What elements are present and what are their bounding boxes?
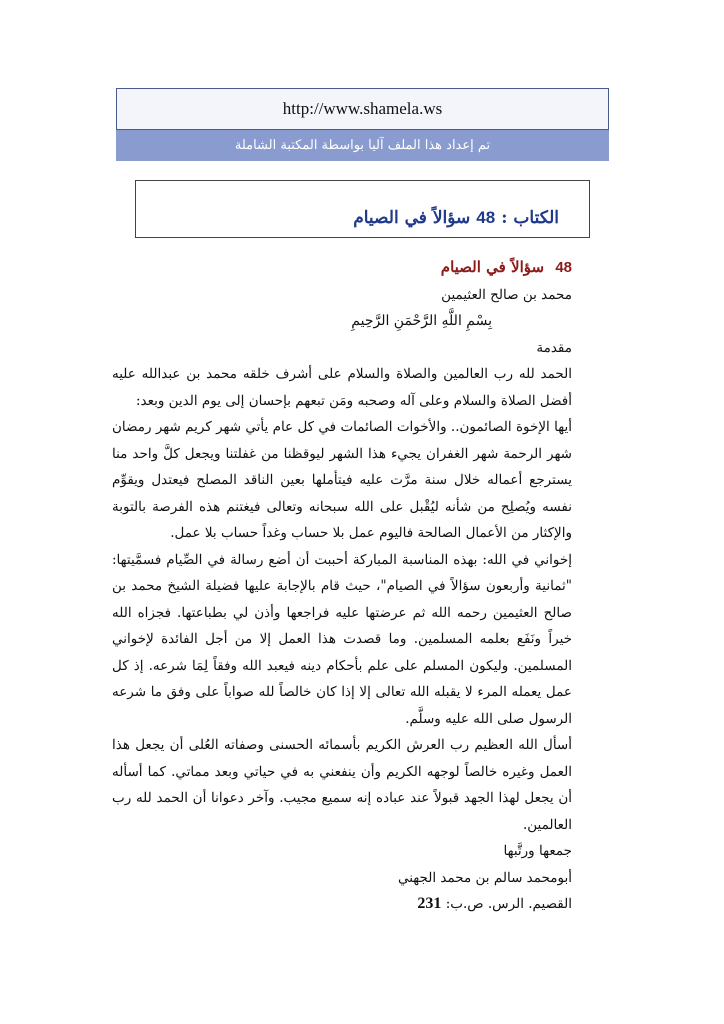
address-line bbox=[112, 891, 572, 918]
document-body bbox=[112, 254, 572, 918]
paragraph-praise: الحمد لله رب العالمين والصلاة والسلام على أشرف خلقه محمد بن عبدالله عليه أفضل الصلاة والسلام وعلى آله وصحبه ومَن تبعهم بإحسان إلى يوم الدين وبعد: bbox=[112, 366, 572, 409]
book-name: سؤالاً في الصيام bbox=[353, 208, 471, 228]
book-number: 48 bbox=[476, 208, 496, 227]
paragraph-prayer: أسأل الله العظيم رب العرش الكريم بأسمائه الحسنى وصفاته العُلى أن يجعل هذا العمل وغيره خالصاً لوجهه الكريم وأن ينفعني به في حياتي وبعد مماتي. كما أسأله أن يجعل لهذا الجهد قبولاً عند عباده إنه سميع مجيب. وآخر دعوانا أن الحمد لله رب العالمين. bbox=[112, 737, 572, 833]
book-label: الكتاب : bbox=[501, 208, 559, 228]
compiled-by: جمعها ورتَّبها bbox=[503, 843, 572, 859]
intro-heading: مقدمة bbox=[536, 339, 572, 356]
paragraph-purpose: إخواني في الله: بهذه المناسبة المباركة أحببت أن أضع رسالة في الصِّيام فسمَّيتها: "ثمانية وأربعون سؤالاً في الصيام"، حيث قام بالإجابة عليها فضيلة الشيخ محمد بن صالح العثيمين رحمه الله ثم عرضتها عليه فراجعها وأذن لي بطباعتها. فجزاه الله خيراً ونَفَع بعلمه المسلمين. وما قصدت هذا العمل إلا من أجل الفائدة لإخواني المسلمين. وليكون المسلم على علم بأحكام دينه فيعبد الله وفقاً لِمَا شرعه. إذ كل عمل يعمله المرء لا يقبله الله تعالى إلا إذا كان خالصاً لله صواباً على وفق ما شرعه الرسول صلى الله عليه وسلَّم. bbox=[112, 551, 572, 727]
pobox-number: 231 bbox=[417, 895, 442, 912]
basmala: بِسْمِ اللَّهِ الرَّحْمَنِ الرَّحِيمِ bbox=[351, 313, 492, 329]
chapter-title-text: سؤالاً في الصيام bbox=[440, 258, 545, 276]
generated-by-banner: تم إعداد هذا الملف آليا بواسطة المكتبة الشاملة bbox=[116, 130, 609, 161]
paragraph-ramadan: أيها الإخوة الصائمون.. والأخوات الصائمات في كل عام يأتي شهر كريم شهر رمضان شهر الرحمة شهر الغفران يجيء هذا الشهر ليوقظنا من غفلتنا ويجعل كلَّ واحد منا يسترجع أعماله خلال سنة مرَّت عليه فيتأملها بعين الناقد المصلح فيعتدل ويقوِّم نفسه ويُصلِح من شأنه ليُقْبل على الله سبحانه وتعالى فيغتنم هذه الفرصة بالتوبة والإكثار من الأعمال الصالحة فاليوم عمل بلا حساب وغداً حساب بلا عمل. bbox=[112, 419, 572, 541]
chapter-title bbox=[112, 254, 572, 282]
website-url[interactable]: http://www.shamela.ws bbox=[116, 88, 609, 130]
book-title-box bbox=[135, 180, 590, 238]
author-name: محمد بن صالح العثيمين bbox=[441, 286, 572, 303]
compiler-name: أبومحمد سالم بن محمد الجهني bbox=[397, 869, 572, 886]
chapter-number: 48 bbox=[555, 259, 572, 276]
address-text: القصيم. الرس. ص.ب: bbox=[445, 896, 572, 912]
